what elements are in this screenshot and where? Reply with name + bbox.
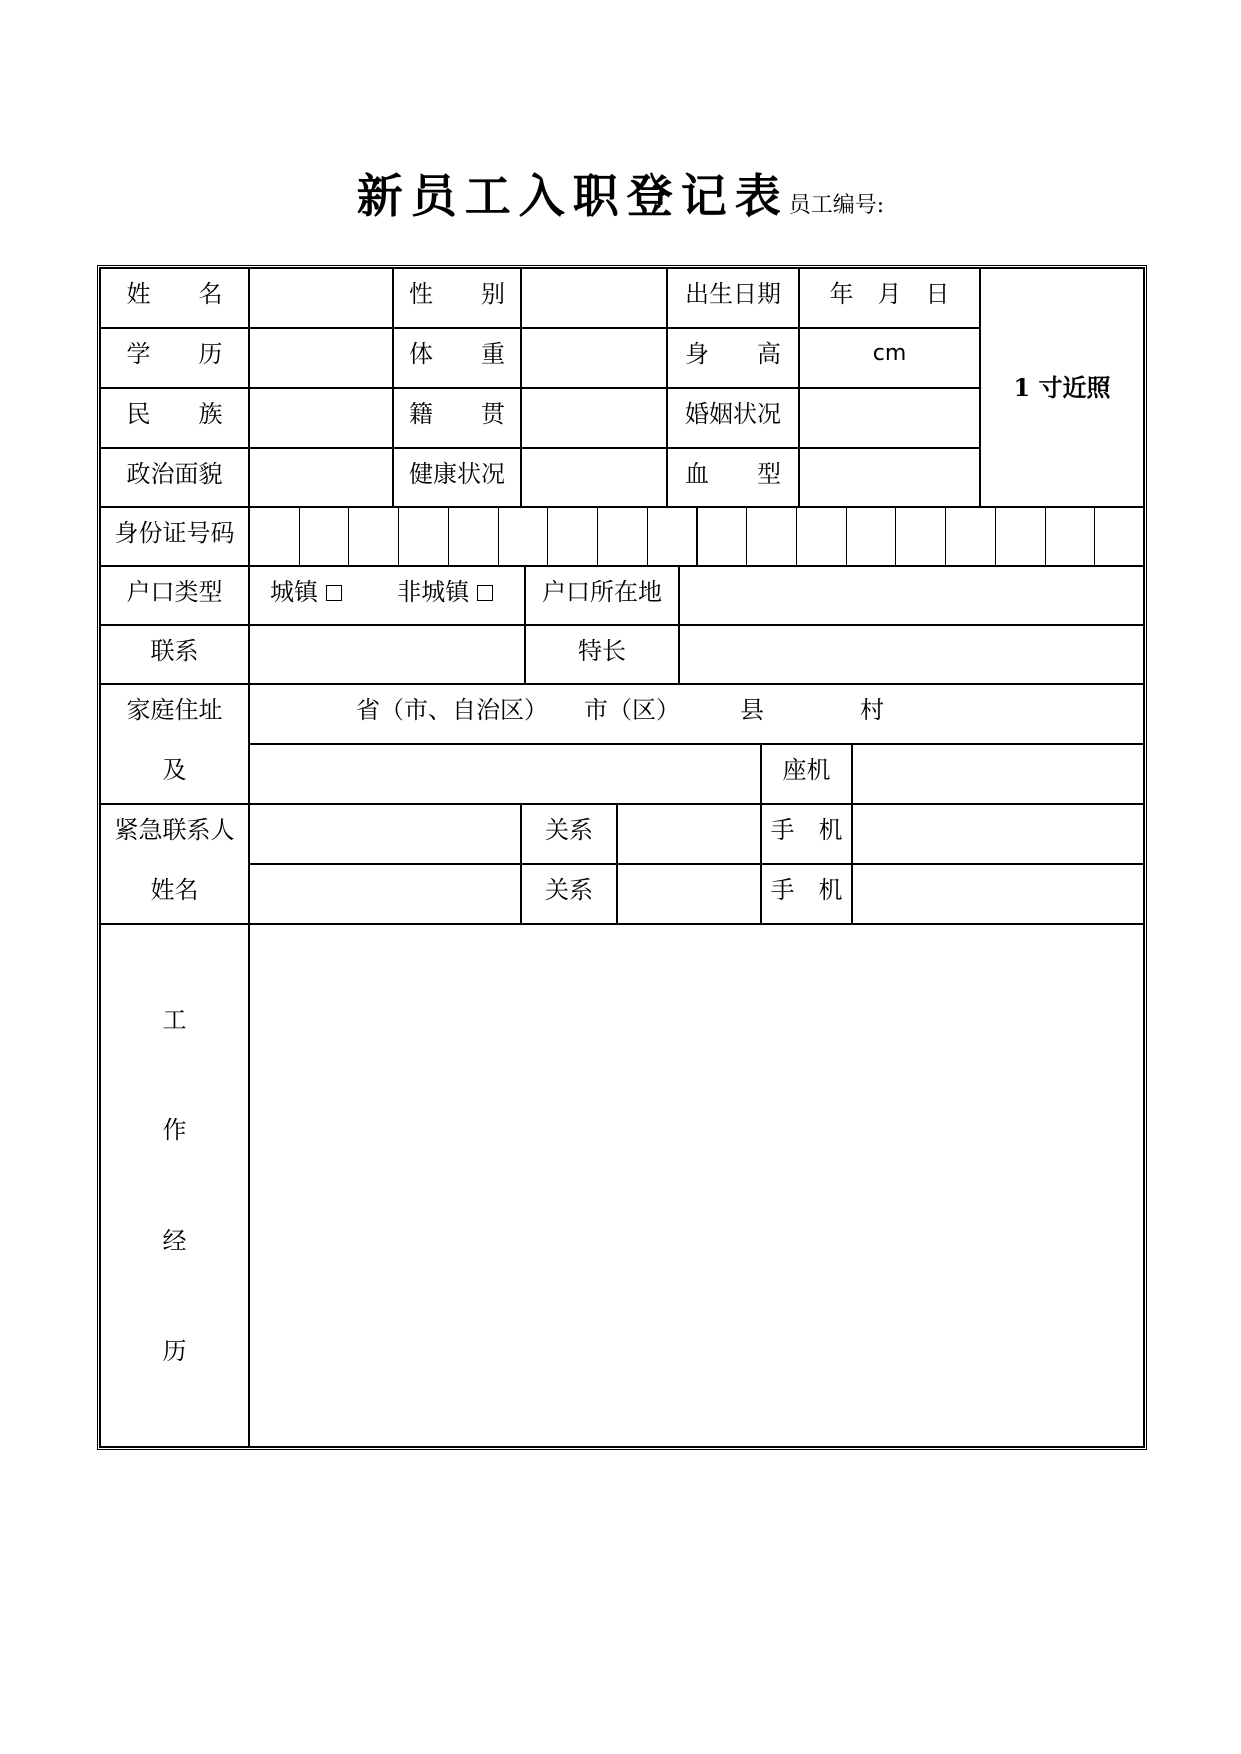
- work-history-char-4: 历: [162, 1336, 187, 1365]
- emergency-name-field-2[interactable]: [249, 864, 521, 924]
- work-history-char-2: 作: [162, 1116, 187, 1145]
- specialty-field[interactable]: [679, 625, 1144, 684]
- landline-field[interactable]: [852, 744, 1144, 804]
- non-urban-checkbox[interactable]: [477, 585, 493, 601]
- id-digit-box[interactable]: [796, 507, 847, 566]
- id-digit-box[interactable]: [1045, 507, 1096, 566]
- height-label: 身 高: [667, 328, 799, 388]
- id-digit-box[interactable]: [398, 507, 449, 566]
- urban-option-label: 城镇: [270, 578, 318, 606]
- native-place-label: 籍 贯: [393, 388, 521, 448]
- id-digit-box[interactable]: [895, 507, 946, 566]
- hukou-location-field[interactable]: [679, 566, 1144, 625]
- id-number-boxes: [249, 507, 1144, 566]
- native-place-field[interactable]: [521, 388, 667, 448]
- contact-label: 联系: [100, 625, 249, 684]
- address-detail-field[interactable]: [249, 744, 761, 804]
- work-history-char-3: 经: [162, 1226, 187, 1255]
- gender-field[interactable]: [521, 268, 667, 328]
- registration-form: [97, 265, 1147, 1450]
- gender-label: 性 别: [393, 268, 521, 328]
- emergency-contact-label-line2: 姓名: [150, 876, 199, 904]
- birth-date-field[interactable]: 年 月 日: [799, 268, 980, 328]
- landline-label: 座机: [761, 744, 852, 804]
- emergency-contact-label-line1: 紧急联系人: [114, 816, 235, 844]
- weight-label: 体 重: [393, 328, 521, 388]
- work-history-field[interactable]: [249, 924, 1144, 1447]
- contact-field[interactable]: [249, 625, 525, 684]
- relation-label-2: 关系: [521, 864, 617, 924]
- form-title: [0, 166, 1241, 236]
- education-field[interactable]: [249, 328, 393, 388]
- non-urban-option-label: 非城镇: [397, 578, 470, 606]
- id-digit-box[interactable]: [1094, 507, 1144, 566]
- address-template-field[interactable]: 省（市、自治区） 市（区） 县 村: [249, 684, 1144, 744]
- id-digit-box[interactable]: [299, 507, 350, 566]
- marital-status-label: 婚姻状况: [667, 388, 799, 448]
- hukou-type-options: [249, 566, 525, 625]
- relation-field-2[interactable]: [617, 864, 761, 924]
- emergency-name-field-1[interactable]: [249, 804, 521, 864]
- specialty-label: 特长: [525, 625, 679, 684]
- blood-type-label: 血 型: [667, 448, 799, 507]
- home-address-label-line2: 及: [162, 756, 187, 784]
- id-digit-box[interactable]: [746, 507, 797, 566]
- emergency-contact-label: [100, 804, 249, 924]
- name-field[interactable]: [249, 268, 393, 328]
- work-history-label: [100, 924, 249, 1447]
- urban-checkbox[interactable]: [326, 585, 342, 601]
- mobile-field-2[interactable]: [852, 864, 1144, 924]
- id-digit-box[interactable]: [647, 507, 698, 566]
- home-address-label: [100, 684, 249, 804]
- political-status-field[interactable]: [249, 448, 393, 507]
- id-digit-box[interactable]: [547, 507, 598, 566]
- relation-field-1[interactable]: [617, 804, 761, 864]
- hukou-type-label: 户口类型: [100, 566, 249, 625]
- health-status-label: 健康状况: [393, 448, 521, 507]
- ethnicity-field[interactable]: [249, 388, 393, 448]
- home-address-label-line1: 家庭住址: [126, 696, 223, 724]
- education-label: 学 历: [100, 328, 249, 388]
- id-number-label: 身份证号码: [100, 507, 249, 566]
- form-title-text: 新员工入职登记表: [356, 169, 789, 223]
- mobile-label-2: 手 机: [761, 864, 852, 924]
- id-digit-box[interactable]: [249, 507, 300, 566]
- weight-field[interactable]: [521, 328, 667, 388]
- name-label: 姓 名: [100, 268, 249, 328]
- employee-number-label: 员工编号:: [788, 193, 885, 218]
- id-digit-box[interactable]: [846, 507, 897, 566]
- id-digit-box[interactable]: [945, 507, 996, 566]
- political-status-label: 政治面貌: [100, 448, 249, 507]
- relation-label-1: 关系: [521, 804, 617, 864]
- id-digit-box[interactable]: [697, 507, 748, 566]
- work-history-char-1: 工: [162, 1006, 187, 1035]
- health-status-field[interactable]: [521, 448, 667, 507]
- birth-date-label: 出生日期: [667, 268, 799, 328]
- photo-box[interactable]: 1 寸近照: [980, 268, 1144, 507]
- id-digit-box[interactable]: [498, 507, 549, 566]
- mobile-field-1[interactable]: [852, 804, 1144, 864]
- marital-status-field[interactable]: [799, 388, 980, 448]
- ethnicity-label: 民 族: [100, 388, 249, 448]
- id-digit-box[interactable]: [597, 507, 648, 566]
- mobile-label-1: 手 机: [761, 804, 852, 864]
- height-field[interactable]: cm: [799, 328, 980, 388]
- blood-type-field[interactable]: [799, 448, 980, 507]
- id-digit-box[interactable]: [448, 507, 499, 566]
- id-digit-box[interactable]: [995, 507, 1046, 566]
- hukou-location-label: 户口所在地: [525, 566, 679, 625]
- id-digit-box[interactable]: [348, 507, 399, 566]
